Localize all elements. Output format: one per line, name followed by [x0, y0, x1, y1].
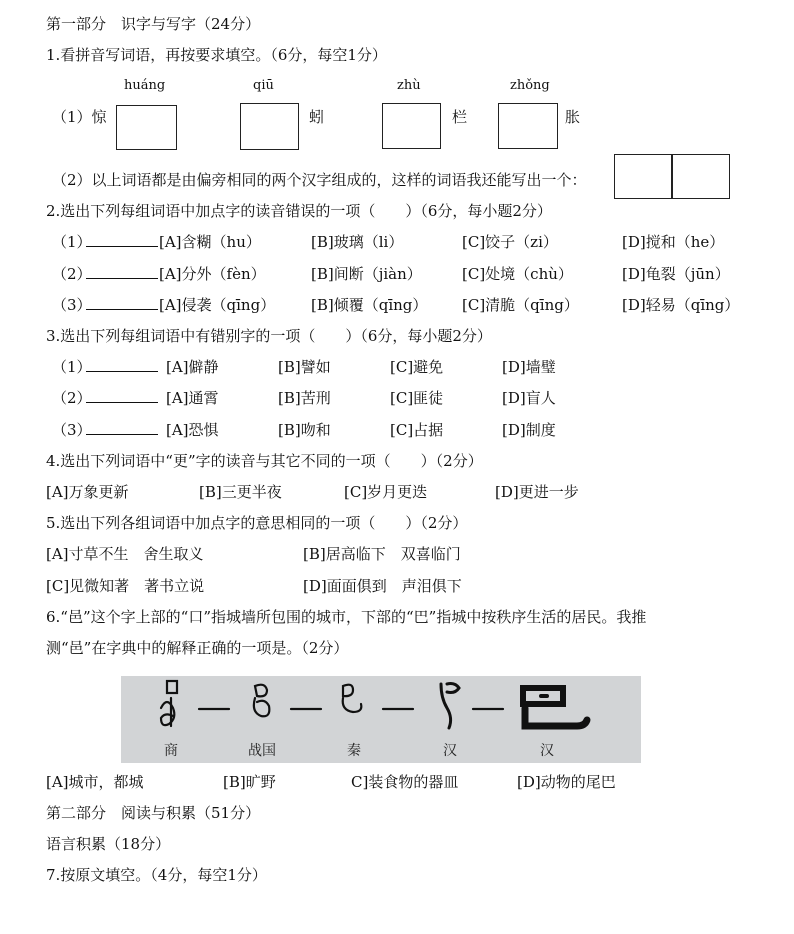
q2-row2-opt-a[interactable]: [A]分外（fèn） [159, 265, 266, 283]
q5-opt-a[interactable]: [A]寸草不生 舍生取义 [46, 545, 204, 563]
q3-row2-opt-c[interactable]: [C]匪徒 [390, 389, 444, 407]
answer-box-2[interactable] [240, 103, 299, 150]
q3-row3-num: （3） [52, 421, 92, 439]
q6-stem-line1: 6.“邑”这个字上部的“口”指城墙所包围的城市，下部的“巴”指城中按秩序生活的居民。我推 [46, 608, 647, 626]
char-zhang: 胀 [565, 108, 581, 126]
q1-stem: 1.看拼音写词语，再按要求填空。（6分，每空1分） [46, 46, 387, 64]
q3-row2-num: （2） [52, 389, 92, 407]
q5-stem: 5.选出下列各组词语中加点字的意思相同的一项（ ）（2分） [46, 514, 468, 532]
q6-stem-line2: 测“邑”在字典中的解释正确的一项是。（2分） [46, 639, 349, 657]
q2-row1-opt-b[interactable]: [B]玻璃（li） [311, 233, 404, 251]
part2-title: 第二部分 阅读与积累（51分） [46, 804, 261, 822]
q3-row1-blank[interactable] [86, 357, 160, 377]
q4-opt-c[interactable]: [C]岁月更迭 [344, 483, 428, 501]
q3-row3-opt-a[interactable]: [A]恐惧 [166, 421, 219, 439]
q2-row2-num: （2） [52, 265, 92, 283]
q1-sub1-prefix: （1）惊 [52, 108, 107, 126]
q2-row1-opt-c[interactable]: [C]饺子（zi） [462, 233, 558, 251]
q2-row3-opt-b[interactable]: [B]倾覆（qīng） [311, 296, 428, 314]
q4-opt-a[interactable]: [A]万象更新 [46, 483, 129, 501]
char-lan: 栏 [452, 108, 468, 126]
q5-opt-c[interactable]: [C]见微知著 著书立说 [46, 577, 205, 595]
pinyin-4: zhǒng [510, 78, 550, 93]
answer-box-4[interactable] [498, 103, 558, 149]
q3-stem: 3.选出下列每组词语中有错别字的一项（ ）（6分，每小题2分） [46, 327, 492, 345]
q2-row3-opt-d[interactable]: [D]轻易（qīng） [622, 296, 740, 314]
q2-row2-opt-c[interactable]: [C]处境（chù） [462, 265, 573, 283]
answer-box-3[interactable] [382, 103, 441, 149]
q6-opt-c[interactable]: C]装食物的器皿 [351, 773, 459, 791]
q4-opt-b[interactable]: [B]三更半夜 [199, 483, 282, 501]
script-glyphs-drawing [121, 676, 641, 763]
q5-opt-b[interactable]: [B]居高临下 双喜临门 [303, 545, 461, 563]
q1-sub2: （2）以上词语都是由偏旁相同的两个汉字组成的，这样的词语我还能写出一个： [52, 171, 587, 189]
q3-row1-opt-b[interactable]: [B]譬如 [278, 358, 331, 376]
q2-row2-blank[interactable] [86, 264, 160, 284]
q3-row1-opt-a[interactable]: [A]僻静 [166, 358, 219, 376]
section-title: 语言积累（18分） [46, 835, 171, 853]
q2-row3-num: （3） [52, 296, 92, 314]
q3-row2-opt-b[interactable]: [B]苦刑 [278, 389, 331, 407]
q2-row2-opt-b[interactable]: [B]间断（jiàn） [311, 265, 422, 283]
caption-han-2: 汉 [540, 743, 554, 759]
q2-row1-blank[interactable] [86, 232, 160, 252]
pinyin-3: zhù [397, 78, 421, 93]
pinyin-2: qiū [253, 78, 274, 93]
q2-row3-blank[interactable] [86, 295, 160, 315]
q3-row2-blank[interactable] [86, 388, 160, 408]
answer-box-1[interactable] [116, 105, 177, 150]
q2-row1-num: （1） [52, 233, 92, 251]
character-evolution-image [121, 676, 641, 763]
q7-stem: 7.按原文填空。（4分，每空1分） [46, 866, 267, 884]
q2-row2-opt-d[interactable]: [D]龟裂（jūn） [622, 265, 730, 283]
q5-opt-d[interactable]: [D]面面俱到 声泪俱下 [303, 577, 462, 595]
q6-opt-a[interactable]: [A]城市，都城 [46, 773, 144, 791]
q3-row3-blank[interactable] [86, 420, 160, 440]
q3-row1-opt-d[interactable]: [D]墙璧 [502, 358, 556, 376]
q3-row2-opt-a[interactable]: [A]通霄 [166, 389, 219, 407]
caption-zhanguo: 战国 [248, 743, 276, 759]
q2-row1-opt-d[interactable]: [D]搅和（he） [622, 233, 725, 251]
caption-han-1: 汉 [443, 743, 457, 759]
q2-stem: 2.选出下列每组词语中加点字的读音错误的一项（ ）（6分，每小题2分） [46, 202, 552, 220]
q3-row3-opt-c[interactable]: [C]占据 [390, 421, 444, 439]
q2-row3-opt-a[interactable]: [A]侵袭（qīng） [159, 296, 276, 314]
q6-opt-b[interactable]: [B]旷野 [223, 773, 276, 791]
q4-opt-d[interactable]: [D]更进一步 [495, 483, 579, 501]
q2-row3-opt-c[interactable]: [C]清脆（qīng） [462, 296, 579, 314]
q3-row3-opt-d[interactable]: [D]制度 [502, 421, 556, 439]
q3-row1-opt-c[interactable]: [C]避免 [390, 358, 444, 376]
part1-title: 第一部分 识字与写字（24分） [46, 15, 261, 33]
q2-row1-opt-a[interactable]: [A]含糊（hu） [159, 233, 261, 251]
q3-row2-opt-d[interactable]: [D]盲人 [502, 389, 556, 407]
char-yin: 蚓 [309, 108, 325, 126]
q3-row3-opt-b[interactable]: [B]吻和 [278, 421, 331, 439]
q4-stem: 4.选出下列词语中“更”字的读音与其它不同的一项（ ）（2分） [46, 452, 483, 470]
caption-shang: 商 [164, 743, 178, 759]
pinyin-1: huáng [124, 78, 166, 93]
answer-box-divider [671, 155, 673, 199]
caption-qin: 秦 [347, 743, 361, 759]
q6-opt-d[interactable]: [D]动物的尾巴 [517, 773, 616, 791]
q3-row1-num: （1） [52, 358, 92, 376]
